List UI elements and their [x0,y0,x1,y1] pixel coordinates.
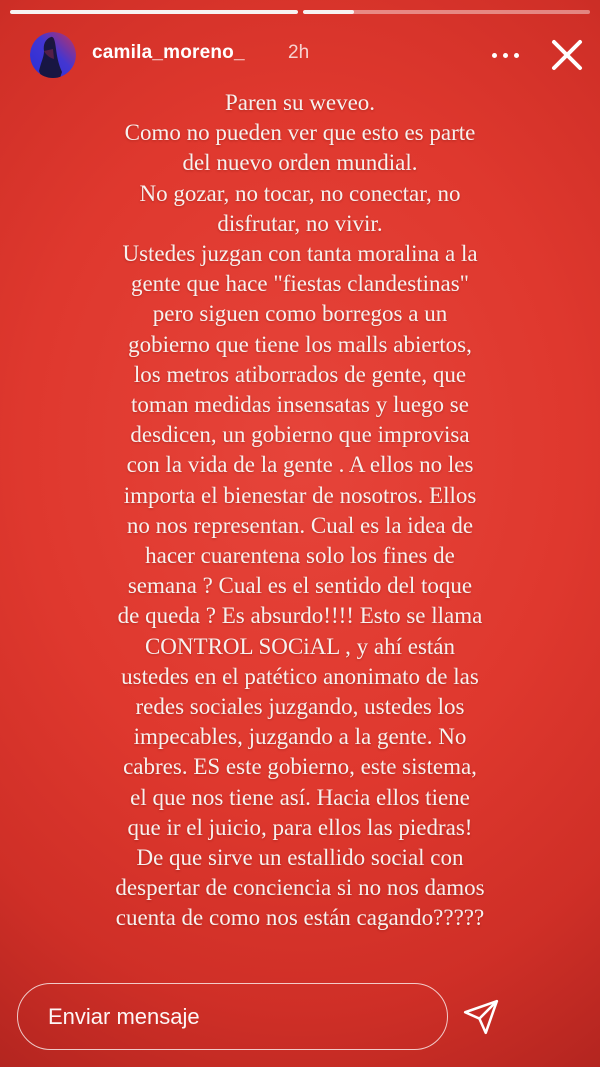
story-line: hacer cuarentena solo los fines de [145,543,455,569]
story-line: el que nos tiene así. Hacia ellos tiene [130,784,470,810]
story-line: disfrutar, no vivir. [217,210,383,236]
avatar[interactable] [30,32,76,78]
story-line: Como no pueden ver que esto es parte [124,120,476,146]
story-line: despertar de conciencia si no nos damos [115,875,485,901]
more-options-button[interactable] [487,44,523,66]
story-line: de queda ? Es absurdo!!!! Esto se llama [117,603,483,629]
story-line: los metros atiborrados de gente, que [133,361,467,387]
story-line: del nuevo orden mundial. [182,150,418,176]
story-line: cabres. ES este gobierno, este sistema, [123,754,477,780]
story-line: toman medidas insensatas y luego se [131,392,469,418]
story-line: ustedes en el patético anonimato de las [121,663,479,689]
story-line: desdicen, un gobierno que improvisa [130,422,470,448]
ellipsis-icon [492,53,497,58]
story-timestamp: 2h [288,42,310,63]
story-line: semana ? Cual es el sentido del toque [127,573,473,599]
story-line: gente que hace "fiestas clandestinas" [130,271,470,297]
story-line: No gozar, no tocar, no conectar, no [139,180,461,206]
progress-fill [303,10,355,14]
story-line: no nos representan. Cual es la idea de [126,512,474,538]
close-button[interactable] [546,34,588,76]
story-line: gobierno que tiene los malls abiertos, [128,331,472,357]
message-input[interactable] [17,983,448,1050]
progress-segment [10,10,298,14]
story-line: De que sirve un estallido social con [136,845,464,871]
story-line: redes sociales juzgando, ustedes los [135,694,465,720]
story-username[interactable]: camila_moreno_ [92,42,245,63]
story-line: importa el bienestar de nosotros. Ellos [123,482,477,508]
story-progress-bar [10,10,590,14]
progress-segment [303,10,591,14]
progress-fill [10,10,298,14]
story-line: pero siguen como borregos a un [152,301,448,327]
story-header [0,30,600,80]
story-line: que ir el juicio, para ellos las piedras! [127,814,473,840]
ellipsis-icon [514,53,519,58]
story-reply-bar [0,983,600,1051]
story-line: cuenta de como nos están cagando????? [115,905,485,931]
story-line: Paren su weveo. [224,90,376,115]
close-icon [546,34,588,76]
ellipsis-icon [503,53,508,58]
story-text-block [38,88,562,934]
story-line: impecables, juzgando a la gente. No [133,724,467,750]
story-line: Ustedes juzgan con tanta moralina a la [122,241,478,267]
story-line: con la vida de la gente . A ellos no les [126,452,474,478]
send-button[interactable] [462,998,500,1036]
send-icon [462,998,500,1036]
story-line: CONTROL SOCiAL , y ahí están [144,633,456,659]
